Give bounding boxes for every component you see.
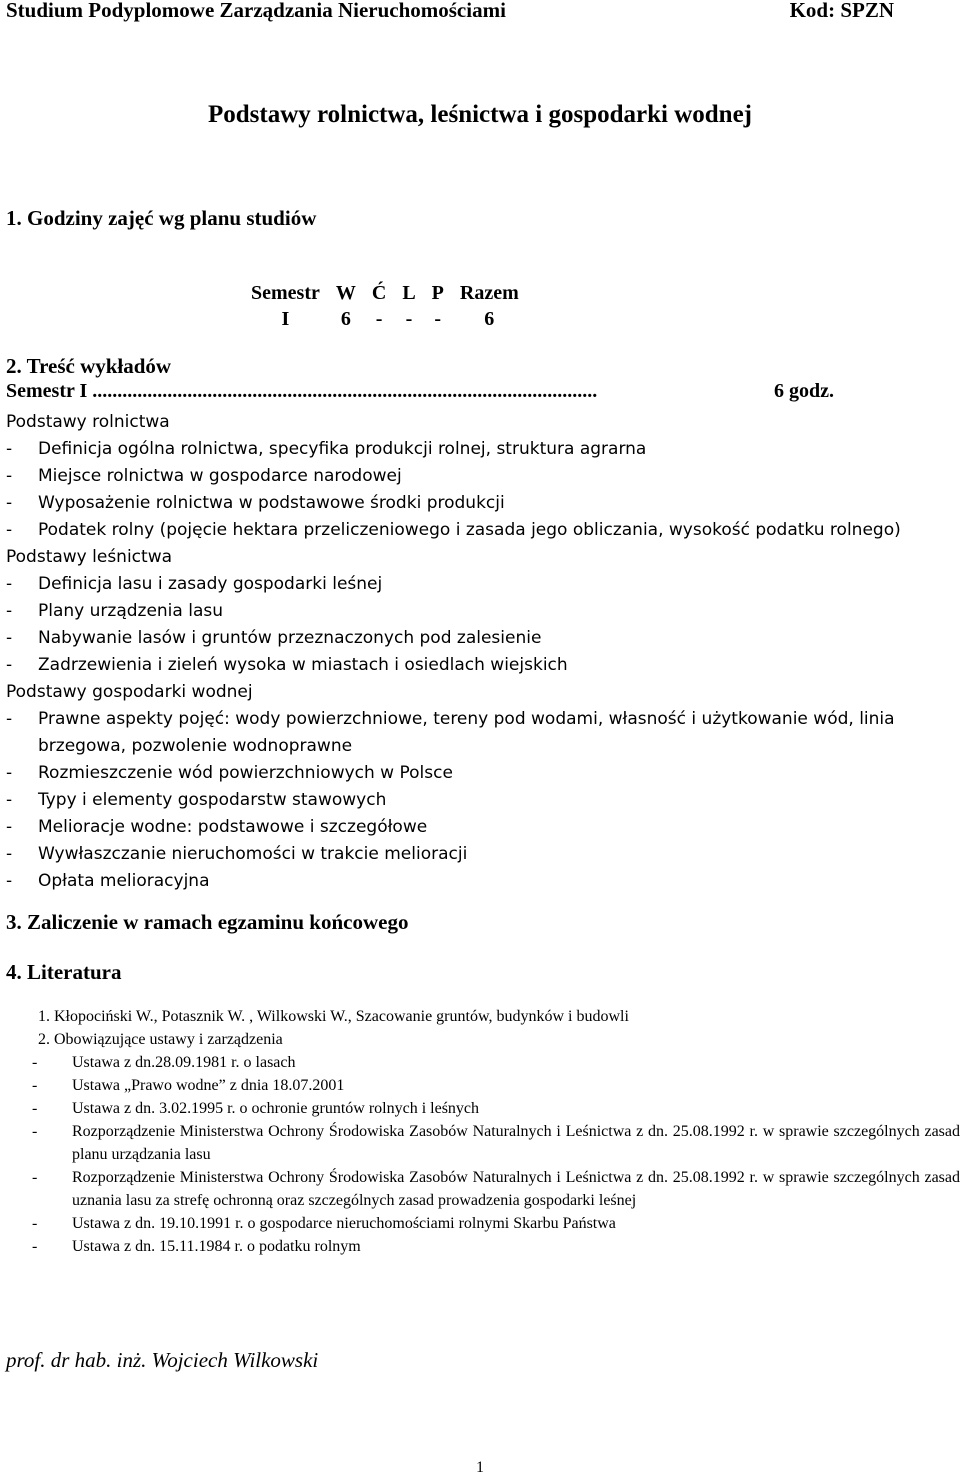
group-title-water: Podstawy gospodarki wodnej	[6, 682, 253, 702]
document-title: Podstawy rolnictwa, leśnictwa i gospodarki wodnej	[207, 101, 752, 128]
section-credit-heading: 3. Zaliczenie w ramach egzaminu końcowego	[6, 910, 409, 934]
law-item: - Rozporządzenie Ministerstwa Ochrony Środowiska Zasobów Naturalnych i Leśnictwa z dn. 25.08.1992 r. w sprawie szczególnych zasad planu urządzania lasu	[32, 1123, 960, 1163]
law-item: - Ustawa z dn. 3.02.1995 r. o ochronie gruntów rolnych i leśnych	[32, 1100, 480, 1117]
literature-list	[32, 1005, 960, 1258]
page-number: 1	[476, 1459, 484, 1476]
law-item: - Ustawa „Prawo wodne” z dnia 18.07.2001	[32, 1077, 345, 1094]
law-item: - Ustawa z dn. 19.10.1991 r. o gospodarce nieruchomościami rolnymi Skarbu Państwa	[32, 1215, 616, 1232]
hours-col-l: L	[402, 281, 416, 304]
list-item: - Definicja lasu i zasady gospodarki leśnej	[6, 574, 383, 594]
hours-table	[243, 280, 527, 332]
list-item: - Miejsce rolnictwa w gospodarce narodowej	[6, 466, 402, 486]
forestry-list	[6, 571, 956, 679]
list-item: - Typy i elementy gospodarstw stawowych	[6, 790, 387, 810]
section-literature-heading: 4. Literatura	[6, 960, 122, 984]
hours-col-c: Ć	[371, 281, 387, 304]
hours-col-p: P	[431, 281, 444, 304]
literature-item-2: 2. Obowiązujące ustawy i zarządzenia	[38, 1031, 283, 1048]
group-title-forestry: Podstawy leśnictwa	[6, 547, 173, 567]
law-item: - Ustawa z dn.28.09.1981 r. o lasach	[32, 1054, 296, 1071]
list-item: - Prawne aspekty pojęć: wody powierzchniowe, tereny pod wodami, własność i użytkowanie wód, linia brzegowa, pozwolenie wodnoprawne	[6, 709, 895, 756]
list-item: - Opłata melioracyjna	[6, 871, 210, 891]
water-list	[6, 706, 956, 895]
hours-cell-c: -	[375, 307, 383, 330]
list-item: - Plany urządzenia lasu	[6, 601, 223, 621]
list-item: - Rozmieszczenie wód powierzchniowych w Polsce	[6, 763, 453, 783]
list-item: - Nabywanie lasów i gruntów przeznaczonych pod zalesienie	[6, 628, 542, 648]
semester-leader: Semestr I .....................................................................................................	[6, 380, 598, 402]
hours-cell-total: 6	[484, 307, 495, 330]
literature-item-1: 1. Kłopociński W., Potasznik W. , Wilkowski W., Szacowanie gruntów, budynków i budowli	[38, 1008, 629, 1025]
lecture-content	[6, 409, 956, 895]
list-item: - Definicja ogólna rolnictwa, specyfika produkcji rolnej, struktura agrarna	[6, 439, 647, 459]
law-item: - Rozporządzenie Ministerstwa Ochrony Środowiska Zasobów Naturalnych i Leśnictwa z dn. 25.08.1992 r. w sprawie szczególnych zasad uznania lasu za strefę ochronną oraz szczególnych zasad prowadzenia gospodarki leśnej	[32, 1169, 960, 1209]
list-item: - Podatek rolny (pojęcie hektara przeliczeniowego i zasada jego obliczania, wysokość podatku rolnego)	[6, 520, 901, 540]
hours-cell-p: -	[434, 307, 442, 330]
law-item: - Ustawa z dn. 15.11.1984 r. o podatku rolnym	[32, 1238, 361, 1255]
section-lecture-heading: 2. Treść wykładów	[6, 354, 172, 378]
section-hours-heading: 1. Godziny zajęć wg planu studiów	[6, 206, 317, 230]
hours-cell-semester: I	[281, 307, 290, 330]
list-item: - Wywłaszczanie nieruchomości w trakcie melioracji	[6, 844, 468, 864]
laws-list	[0, 1051, 960, 1258]
semester-hours: 6 godz.	[774, 380, 834, 402]
program-name: Studium Podyplomowe Zarządzania Nieruchomościami	[6, 0, 506, 22]
author-signature: prof. dr hab. inż. Wojciech Wilkowski	[6, 1348, 319, 1372]
hours-col-w: W	[335, 281, 356, 304]
agriculture-list	[6, 436, 956, 544]
hours-table-header-row	[243, 280, 527, 306]
list-item: - Zadrzewienia i zieleń wysoka w miastach i osiedlach wiejskich	[6, 655, 568, 675]
list-item: - Wyposażenie rolnictwa w podstawowe środki produkcji	[6, 493, 505, 513]
hours-table-row	[243, 306, 527, 332]
hours-col-semester: Semestr	[251, 281, 320, 304]
list-item: - Melioracje wodne: podstawowe i szczegółowe	[6, 817, 428, 837]
hours-col-total: Razem	[459, 281, 519, 304]
hours-cell-l: -	[405, 307, 413, 330]
group-title-agriculture: Podstawy rolnictwa	[6, 412, 170, 432]
course-code: Kod: SPZN	[789, 0, 894, 22]
hours-cell-w: 6	[340, 307, 351, 330]
